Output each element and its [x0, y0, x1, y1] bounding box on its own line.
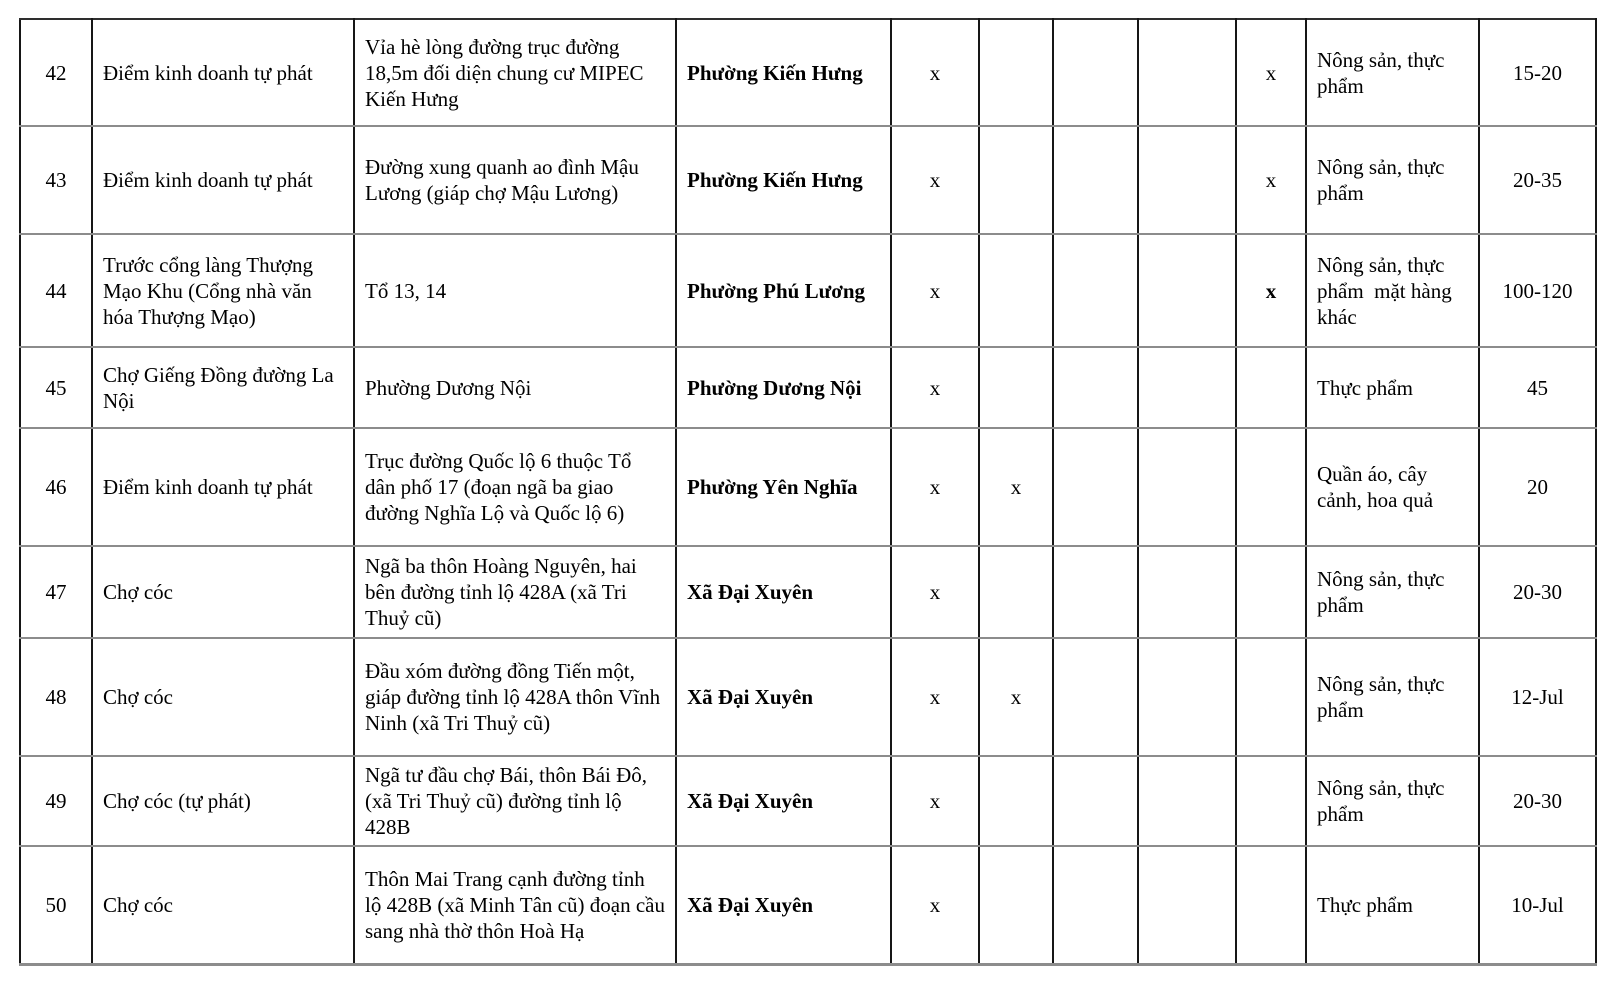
location-cell: Vỉa hè lòng đường trục đường 18,5m đối diện chung cư MIPEC Kiến Hưng	[354, 19, 676, 126]
row-number-cell: 43	[20, 126, 92, 234]
location-cell: Phường Dương Nội	[354, 347, 676, 428]
mark-cell	[1053, 347, 1138, 428]
quantity-cell: 12-Jul	[1479, 638, 1596, 756]
quantity-cell: 45	[1479, 347, 1596, 428]
quantity-cell: 20-30	[1479, 756, 1596, 846]
row-number-cell: 47	[20, 546, 92, 638]
mark-cell	[1236, 846, 1306, 964]
quantity-cell: 100-120	[1479, 234, 1596, 347]
name-cell: Chợ cóc (tự phát)	[92, 756, 354, 846]
mark-cell	[1138, 347, 1236, 428]
table-row	[20, 126, 1596, 234]
row-number-cell: 48	[20, 638, 92, 756]
products-cell: Thực phẩm	[1306, 846, 1479, 964]
table-row	[20, 347, 1596, 428]
mark-cell	[1053, 234, 1138, 347]
mark-cell	[1138, 126, 1236, 234]
row-number-cell: 44	[20, 234, 92, 347]
table-row	[20, 546, 1596, 638]
mark-cell: x	[979, 428, 1053, 546]
table-row	[20, 638, 1596, 756]
quantity-cell: 15-20	[1479, 19, 1596, 126]
ward-cell: Phường Yên Nghĩa	[676, 428, 891, 546]
mark-cell	[979, 347, 1053, 428]
products-cell: Quần áo, cây cảnh, hoa quả	[1306, 428, 1479, 546]
location-cell: Thôn Mai Trang cạnh đường tỉnh lộ 428B (xã Minh Tân cũ) đoạn cầu sang nhà thờ thôn Hoà Hạ	[354, 846, 676, 964]
products-cell: Nông sản, thực phẩm	[1306, 19, 1479, 126]
mark-cell	[1138, 428, 1236, 546]
ward-cell: Xã Đại Xuyên	[676, 638, 891, 756]
name-cell: Chợ cóc	[92, 546, 354, 638]
row-number-cell: 42	[20, 19, 92, 126]
mark-cell: x	[1236, 234, 1306, 347]
name-cell: Trước cổng làng Thượng Mạo Khu (Cổng nhà văn hóa Thượng Mạo)	[92, 234, 354, 347]
ward-cell: Phường Kiến Hưng	[676, 126, 891, 234]
mark-cell: x	[1236, 19, 1306, 126]
mark-cell	[979, 546, 1053, 638]
name-cell: Chợ cóc	[92, 846, 354, 964]
mark-cell: x	[891, 756, 979, 846]
mark-cell	[1053, 19, 1138, 126]
mark-cell	[979, 846, 1053, 964]
mark-cell: x	[891, 638, 979, 756]
table-row	[20, 428, 1596, 546]
table-row	[20, 756, 1596, 846]
table-body	[20, 19, 1596, 964]
mark-cell	[1138, 638, 1236, 756]
products-cell: Nông sản, thực phẩm	[1306, 638, 1479, 756]
row-number-cell: 45	[20, 347, 92, 428]
mark-cell	[1053, 756, 1138, 846]
mark-cell: x	[1236, 126, 1306, 234]
mark-cell	[979, 19, 1053, 126]
mark-cell	[1138, 756, 1236, 846]
mark-cell: x	[891, 234, 979, 347]
mark-cell	[1138, 546, 1236, 638]
products-cell: Nông sản, thực phẩm mặt hàng khác	[1306, 234, 1479, 347]
ward-cell: Xã Đại Xuyên	[676, 546, 891, 638]
name-cell: Điểm kinh doanh tự phát	[92, 428, 354, 546]
products-cell: Nông sản, thực phẩm	[1306, 126, 1479, 234]
mark-cell	[1236, 546, 1306, 638]
mark-cell	[1053, 638, 1138, 756]
row-number-cell: 46	[20, 428, 92, 546]
ward-cell: Phường Dương Nội	[676, 347, 891, 428]
mark-cell: x	[891, 347, 979, 428]
mark-cell: x	[891, 126, 979, 234]
mark-cell: x	[891, 846, 979, 964]
mark-cell: x	[891, 546, 979, 638]
table-row	[20, 19, 1596, 126]
quantity-cell: 20-35	[1479, 126, 1596, 234]
mark-cell	[979, 756, 1053, 846]
location-cell: Ngã ba thôn Hoàng Nguyên, hai bên đường tỉnh lộ 428A (xã Tri Thuỷ cũ)	[354, 546, 676, 638]
table-row	[20, 846, 1596, 964]
name-cell: Điểm kinh doanh tự phát	[92, 19, 354, 126]
mark-cell	[1053, 428, 1138, 546]
quantity-cell: 20	[1479, 428, 1596, 546]
quantity-cell: 20-30	[1479, 546, 1596, 638]
location-cell: Ngã tư đầu chợ Bái, thôn Bái Đô, (xã Tri Thuỷ cũ) đường tỉnh lộ 428B	[354, 756, 676, 846]
table-row	[20, 234, 1596, 347]
mark-cell	[1236, 428, 1306, 546]
products-cell: Thực phẩm	[1306, 347, 1479, 428]
mark-cell	[1236, 347, 1306, 428]
market-list-table	[19, 18, 1597, 966]
row-number-cell: 50	[20, 846, 92, 964]
mark-cell	[1138, 846, 1236, 964]
mark-cell	[979, 126, 1053, 234]
row-number-cell: 49	[20, 756, 92, 846]
products-cell: Nông sản, thực phẩm	[1306, 546, 1479, 638]
name-cell: Chợ cóc	[92, 638, 354, 756]
mark-cell: x	[891, 19, 979, 126]
mark-cell: x	[979, 638, 1053, 756]
ward-cell: Xã Đại Xuyên	[676, 846, 891, 964]
mark-cell	[979, 234, 1053, 347]
location-cell: Đầu xóm đường đồng Tiến một, giáp đường tỉnh lộ 428A thôn Vĩnh Ninh (xã Tri Thuỷ cũ)	[354, 638, 676, 756]
name-cell: Chợ Giếng Đồng đường La Nội	[92, 347, 354, 428]
location-cell: Trục đường Quốc lộ 6 thuộc Tổ dân phố 17 (đoạn ngã ba giao đường Nghĩa Lộ và Quốc lộ 6)	[354, 428, 676, 546]
location-cell: Đường xung quanh ao đình Mậu Lương (giáp chợ Mậu Lương)	[354, 126, 676, 234]
mark-cell	[1236, 638, 1306, 756]
mark-cell	[1053, 546, 1138, 638]
mark-cell	[1236, 756, 1306, 846]
mark-cell: x	[891, 428, 979, 546]
products-cell: Nông sản, thực phẩm	[1306, 756, 1479, 846]
ward-cell: Xã Đại Xuyên	[676, 756, 891, 846]
quantity-cell: 10-Jul	[1479, 846, 1596, 964]
mark-cell	[1138, 19, 1236, 126]
mark-cell	[1053, 846, 1138, 964]
ward-cell: Phường Phú Lương	[676, 234, 891, 347]
location-cell: Tổ 13, 14	[354, 234, 676, 347]
ward-cell: Phường Kiến Hưng	[676, 19, 891, 126]
name-cell: Điểm kinh doanh tự phát	[92, 126, 354, 234]
mark-cell	[1053, 126, 1138, 234]
mark-cell	[1138, 234, 1236, 347]
